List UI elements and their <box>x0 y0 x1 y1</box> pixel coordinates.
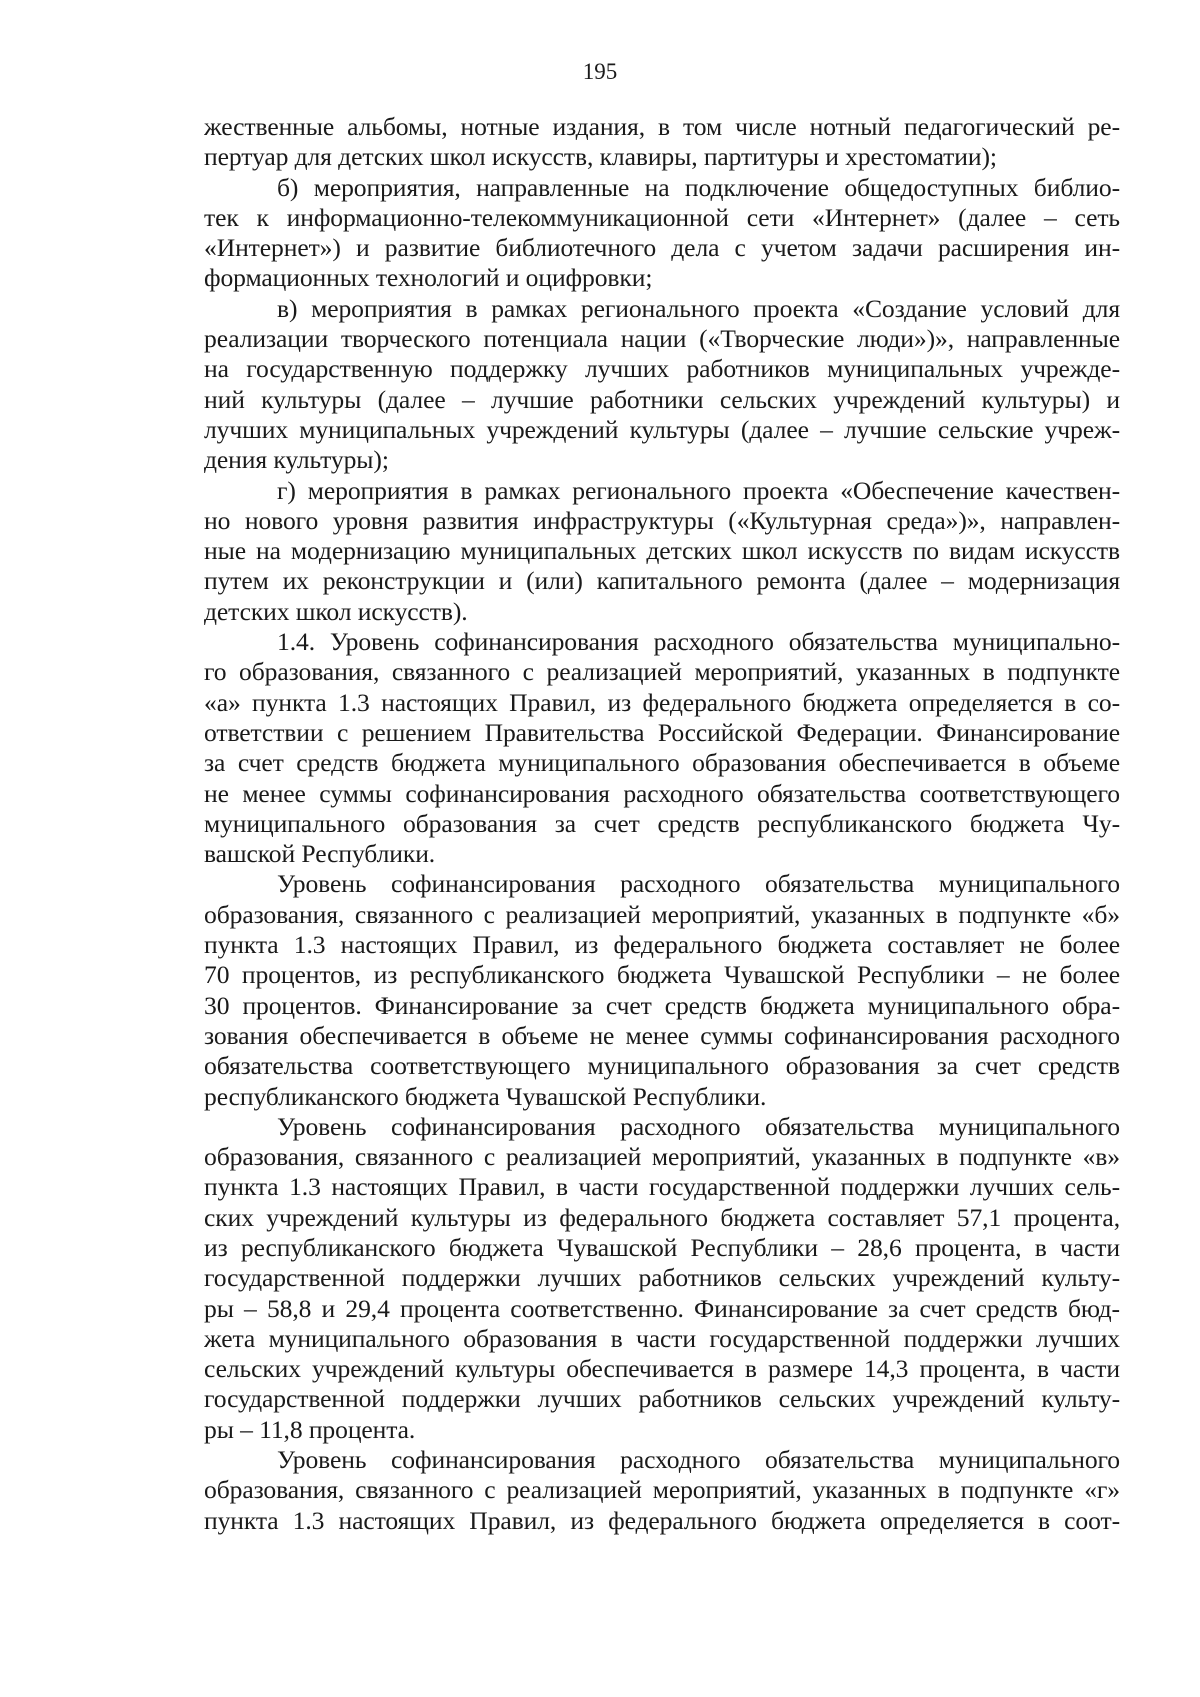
text-line: ные на модернизацию муниципальных детских школ искусств по видам искусств <box>204 536 1120 566</box>
text-line: ских учреждений культуры из федерального бюджета составляет 57,1 процента, <box>204 1202 1120 1232</box>
text-line: муниципального образования за счет средств республиканского бюджета Чу- <box>204 808 1120 838</box>
text-line: но нового уровня развития инфраструктуры («Культурная среда»)», направлен- <box>204 505 1120 535</box>
text-line: «Интернет») и развитие библиотечного дела с учетом задачи расширения ин- <box>204 233 1120 263</box>
text-line: жета муниципального образования в части государственной поддержки лучших <box>204 1323 1120 1353</box>
text-line: сельских учреждений культуры обеспечивается в размере 14,3 процента, в части <box>204 1354 1120 1384</box>
text-line: дения культуры); <box>204 445 389 475</box>
text-line: формационных технологий и оцифровки; <box>204 263 653 293</box>
text-line: лучших муниципальных учреждений культуры (далее – лучшие сельские учреж- <box>204 414 1120 444</box>
text-line: не менее суммы софинансирования расходного обязательства соответствующего <box>204 778 1120 808</box>
text-line: образования, связанного с реализацией мероприятий, указанных в подпункте «г» <box>204 1475 1120 1505</box>
text-line: детских школ искусств). <box>204 596 468 626</box>
text-line: реализации творческого потенциала нации («Творческие люди»)», направленные <box>204 324 1120 354</box>
text-line: пункта 1.3 настоящих Правил, в части государственной поддержки лучших сель- <box>204 1172 1120 1202</box>
text-line: на государственную поддержку лучших работников муниципальных учрежде- <box>204 354 1120 384</box>
text-line: государственной поддержки лучших работников сельских учреждений культу- <box>204 1384 1120 1414</box>
text-line: жественные альбомы, нотные издания, в том числе нотный педагогический ре- <box>204 112 1120 141</box>
text-line: 70 процентов, из республиканского бюджета Чувашской Республики – не более <box>204 960 1120 990</box>
text-line: образования, связанного с реализацией мероприятий, указанных в подпункте «в» <box>204 1142 1120 1172</box>
text-line: б) мероприятия, направленные на подключение общедоступных библио- <box>277 172 1120 202</box>
text-line: в) мероприятия в рамках регионального проекта «Создание условий для <box>277 293 1120 323</box>
text-line: Уровень софинансирования расходного обязательства муниципального <box>277 1111 1120 1141</box>
text-line: 1.4. Уровень софинансирования расходного обязательства муниципально- <box>277 627 1120 657</box>
text-line: зования обеспечивается в объеме не менее суммы софинансирования расходного <box>204 1020 1120 1050</box>
text-line: вашской Республики. <box>204 839 436 869</box>
text-line: пункта 1.3 настоящих Правил, из федерального бюджета составляет не более <box>204 930 1120 960</box>
text-line: «а» пункта 1.3 настоящих Правил, из федерального бюджета определяется в со- <box>204 687 1120 717</box>
text-line: ры – 58,8 и 29,4 процента соответственно. Финансирование за счет средств бюд- <box>204 1293 1120 1323</box>
page-number: 195 <box>582 59 618 84</box>
text-line: государственной поддержки лучших работников сельских учреждений культу- <box>204 1263 1120 1293</box>
text-line: образования, связанного с реализацией мероприятий, указанных в подпункте «б» <box>204 899 1120 929</box>
text-line: пертуар для детских школ искусств, клавиры, партитуры и хрестоматии); <box>204 142 997 172</box>
text-line: ний культуры (далее – лучшие работники сельских учреждений культуры) и <box>204 384 1120 414</box>
text-line: пункта 1.3 настоящих Правил, из федерального бюджета определяется в соот- <box>204 1505 1120 1535</box>
text-line: тек к информационно-телекоммуникационной сети «Интернет» (далее – сеть <box>204 202 1120 232</box>
text-line: Уровень софинансирования расходного обязательства муниципального <box>277 1445 1120 1475</box>
text-line: путем их реконструкции и (или) капитального ремонта (далее – модернизация <box>204 566 1120 596</box>
text-line: за счет средств бюджета муниципального образования обеспечивается в объеме <box>204 748 1120 778</box>
text-line: ответствии с решением Правительства Российской Федерации. Финансирование <box>204 717 1120 747</box>
document-body <box>204 112 1120 1536</box>
text-line: г) мероприятия в рамках регионального проекта «Обеспечение качествен- <box>277 475 1120 505</box>
text-line: обязательства соответствующего муниципального образования за счет средств <box>204 1051 1120 1081</box>
text-line: ры – 11,8 процента. <box>204 1414 416 1444</box>
text-line: 30 процентов. Финансирование за счет средств бюджета муниципального обра- <box>204 990 1120 1020</box>
text-line: республиканского бюджета Чувашской Республики. <box>204 1081 767 1111</box>
text-line: го образования, связанного с реализацией мероприятий, указанных в подпункте <box>204 657 1120 687</box>
text-line: Уровень софинансирования расходного обязательства муниципального <box>277 869 1120 899</box>
text-line: из республиканского бюджета Чувашской Республики – 28,6 процента, в части <box>204 1232 1120 1262</box>
